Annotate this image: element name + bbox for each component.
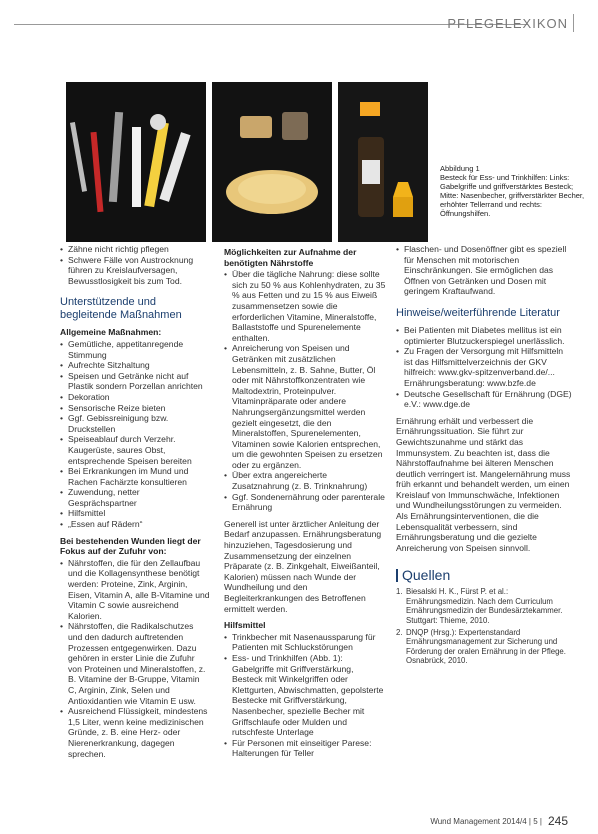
list-item: • Ess- und Trinkhilfen (Abb. 1): Gabelgriffe mit Griffverstärkung, Besteck mit Winkelgriffen oder Klettgurten, Abwischmatten, gepolsterte Bestecke mit Griffverstärkung, Nasenbecher, spezielle Becher mit Griffschlaufe oder Mulden und rutschfeste Unterlage [224, 653, 386, 738]
column-3 [396, 244, 572, 669]
column-2 [224, 244, 386, 765]
list-item: • Bei Patienten mit Diabetes mellitus ist ein optimierter Blutzuckerspiegel unerlässlich. [396, 325, 572, 346]
paragraph-summary: Ernährung erhält und verbessert die Ernährungssituation. Sie führt zur Gewichtszunahme und stärkt das Immunsystem. Zu beachten ist, dass die Nährstoffaufnahme bei älteren Menschen deutlich verringert ist. Mangelernährung muss früh erkannt und behandelt werden, um einen Kreislauf von Immunschwäche, Infektionen und Wundheilungsstörungen zu vermeiden. Als Ernährungsinterventionen, die die Lebensqualität verbessern, sind Ernährungsberatung und die gezielte Anreicherung von Speisen sinnvoll. [396, 415, 571, 553]
section-title-sources: Quellen [396, 567, 572, 583]
caption-text: Besteck für Ess- und Trinkhilfen: Links: Gabelgriffe und griffverstärktes Besteck; Mitte: Nasenbecher, griffverstärkter Becher, erhöhter Tellerrand und rechts: Öffnungshilfen. [440, 173, 585, 218]
list-item: • Ggf. Gebissreinigung bzw. Druckstellen [60, 413, 210, 434]
photo-cups-plate [212, 82, 332, 242]
list-item: • Trinkbecher mit Nasenaussparung für Patienten mit Schluckstörungen [224, 632, 386, 653]
list-item[interactable]: • Deutsche Gesellschaft für Ernährung (DGE) e.V.: www.dge.de [396, 389, 572, 410]
list-item: • Anreicherung von Speisen und Getränken mit zusätzlichen Lebensmitteln, z. B. Sahne, Butter, Öl oder mit Nährstoffkonzentraten wie Maltodextrin, Proteinpulver. Vitaminpräparate oder andere Nahrungsergänzungsmittel werden gezielt eingesetzt, die den Mineralstoffen, Spurenelementen, Vitaminen sowie Kalorien entsprechen, um die gewohnten Speisen zu ersetzen oder zu ergänzen. [224, 343, 386, 470]
list-item: • Hilfsmittel [60, 508, 210, 519]
subheading-general: Allgemeine Maßnahmen: [60, 327, 162, 338]
list-item: • Speiseablauf durch Verzehr. Kaugerüste, saures Obst, entsprechende Speisen bereiten [60, 434, 210, 466]
list-item: • Über extra angereicherte Zusatznahrung (z. B. Trinknahrung) [224, 470, 386, 491]
wounds-list [60, 558, 210, 759]
list-item[interactable]: • Zu Fragen der Versorgung mit Hilfsmitteln ist das Hilfsmittelverzeichnis der GKV hilfreich: www.gkv-spitzenverband.de/... Ernährungsberatung: www.bzfe.de [396, 346, 572, 388]
col1-intro-list [60, 244, 210, 286]
source-item [396, 587, 572, 625]
list-item: • Gemütliche, appetitanregende Stimmung [60, 339, 210, 360]
paragraph-dosage: Generell ist unter ärztlicher Anleitung der Bedarf anzupassen. Ernährungsberatung hinzuziehen, Tagesdosierung und Zusammensetzung der einzelnen Präparate (z. B. Zinkgehalt, Eiweißanteil, Kalorien) müssen nach Wunde der Wundheilung und den Begleiterkrankungen des Betroffenen ermittelt werden. [224, 518, 382, 614]
subheading-aids: Hilfsmittel [224, 620, 266, 631]
source-number: 2. [396, 628, 403, 638]
source-number: 1. [396, 587, 403, 597]
journal-name: Wund Management 2014/4 | 5 | [430, 816, 542, 826]
list-item: • Nährstoffen, die Radikalschutzes und den dadurch auftretenden Prozessen entgegenwirken. Dazu gehören in erster Linie die Zufuhr von Proteinen und Mineralstoffen, z. B. Vitamine der B-Gruppe, Vitamin C, Arginin, Zink, Selen und Antioxidantien wie Vitamin E usw. [60, 621, 210, 706]
source-item [396, 628, 572, 666]
header-title: PFLEGELEXIKON [447, 16, 568, 31]
column-1 [60, 244, 210, 765]
list-item: • Für Personen mit einseitiger Parese: Halterungen für Teller [224, 738, 386, 759]
list-item: • Speisen und Getränke nicht auf Plastik sondern Porzellan anrichten [60, 371, 210, 392]
subheading-nutrition: Möglichkeiten zur Aufnahme der benötigten Nährstoffe [224, 247, 357, 268]
section-title-measures: Unterstützende und begleitende Maßnahmen [60, 296, 182, 322]
list-item: • Flaschen- und Dosenöffner gibt es speziell für Menschen mit motorischen Einschränkungen. Sie ermöglichen das Öffnen von Getränken und Dosen mit geringem Kraftaufwand. [396, 244, 572, 297]
caption-title: Abbildung 1 [440, 164, 480, 173]
page-number: 245 [547, 814, 568, 828]
list-item: • Ausreichend Flüssigkeit, mindestens 1,5 Liter, wenn keine medizinischen Gründe, z. B. eine Herz- oder Nierenerkrankung, dagegen sprechen. [60, 706, 210, 759]
source-text: Biesalski H. K., Fürst P. et al.: Ernährungsmedizin. Nach dem Curriculum Ernährungsmedizin der Bundesärztekammer. Stuttgart: Thieme, 2010. [406, 587, 563, 625]
list-item: • Zähne nicht richtig pflegen [60, 244, 210, 255]
aids-list [224, 632, 386, 759]
page-footer [430, 814, 568, 828]
list-item: • „Essen auf Rädern“ [60, 519, 210, 530]
general-measures-list [60, 339, 210, 530]
photo-cutlery [66, 82, 206, 242]
list-item: • Ggf. Sondenernährung oder parenterale Ernährung [224, 492, 386, 513]
literature-list [396, 325, 572, 410]
nutrition-list [224, 269, 386, 513]
photo-openers [338, 82, 428, 242]
source-text: DNQP (Hrsg.): Expertenstandard Ernährungsmanagement zur Sicherung und Förderung der oralen Ernährung in der Pflege. Osnabrück, 2010. [406, 628, 566, 666]
list-item: • Dekoration [60, 392, 210, 403]
list-item: • Bei Erkrankungen im Mund und Rachen Fachärzte konsultieren [60, 466, 210, 487]
page-header [0, 0, 598, 62]
list-item: • Sensorische Reize bieten [60, 403, 210, 414]
list-item: • Zuwendung, netter Gesprächspartner [60, 487, 210, 508]
subheading-wounds: Bei bestehenden Wunden liegt der Fokus auf der Zufuhr von: [60, 535, 201, 557]
list-item: • Über die tägliche Nahrung: diese sollte sich zu 50 % aus Kohlenhydraten, zu 35 % aus Fetten und zu 15 % aus Eiweiß zusammensetzen sowie die erforderlichen Vitamine, Mineralstoffe, Ballaststoffe und Spurenelemente enthalten. [224, 269, 386, 343]
list-item: • Nährstoffen, die für den Zellaufbau und die Kollagensynthese benötigt werden: Proteine, Zink, Arginin, Eisen, Vitamin A, alle B-Vitamine und Vitamin C sowie ausreichend Kalorien. [60, 558, 210, 622]
header-tick [573, 14, 574, 32]
list-item: • Schwere Fälle von Austrocknung führen zu Kreislaufversagen, Bewusstlosigkeit bis zum Tod. [60, 255, 210, 287]
section-title-literature: Hinweise/weiterführende Literatur [396, 306, 560, 319]
col3-intro-list [396, 244, 572, 297]
figure-caption [440, 164, 590, 218]
list-item: • Aufrechte Sitzhaltung [60, 360, 210, 371]
